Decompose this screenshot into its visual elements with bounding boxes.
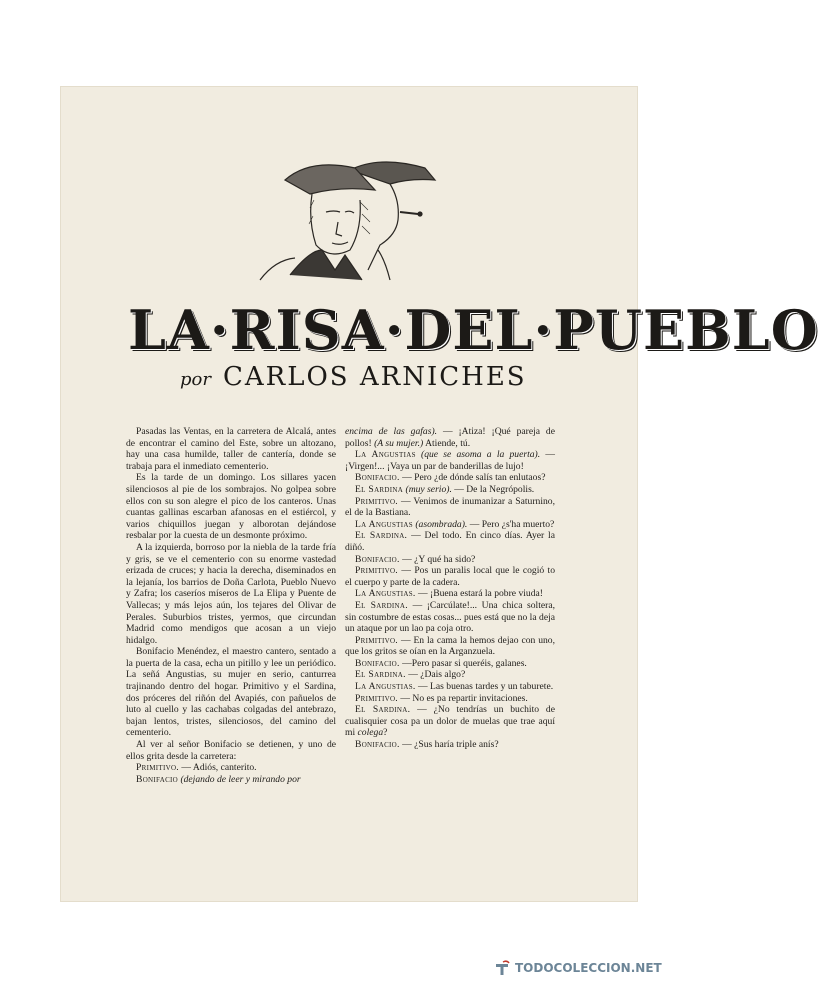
stage-direction: (que se asoma a la puerta). — [421, 449, 541, 461]
dialogue-line — [345, 484, 555, 496]
speaker: Bonifacio — [136, 773, 179, 785]
stage-direction: (asombrada). — [415, 518, 468, 530]
speech: —Pero pasar si queréis, galanes. — [402, 657, 527, 669]
speech: — En la cama la hemos dejao con uno, que los gritos se oían en la Arganzuela. — [345, 634, 555, 658]
todocoleccion-logo-icon — [494, 960, 510, 976]
speech: — ¿No tendrías un buchito de cualisquier cosa pa un dolor de muelas que trae aquí mi — [345, 704, 555, 739]
speaker: Primitivo. — [355, 565, 399, 577]
speaker: La Angustias — [355, 518, 413, 530]
dialogue-line — [345, 588, 555, 600]
speech: — Del todo. En cinco días. Ayer la diñó. — [345, 530, 555, 553]
paragraph: Bonifacio Menéndez, el maestro cantero, sentado a la puerta de la casa, echa un pitillo y lee un periódico. La señá Angustias, su mujer en serio, canturrea trajinando dentro del hogar. Primitivo y el Sardina, dos próceres del riñón del Avapiés, con pañuelos de luto al cuello y las cachabas colgadas del antebrazo, bajan lentos, tristes, silenciosos, del camino del cementerio. — [126, 646, 336, 739]
dialogue-line — [345, 658, 555, 670]
text-column-left — [126, 426, 336, 785]
speech: — ¡Atiza! ¡Qué pareja de pollos! — [345, 426, 555, 449]
dialogue-line — [345, 496, 555, 519]
speaker: La Angustias — [355, 449, 416, 461]
speech: ? — [383, 727, 388, 739]
dialogue-line — [345, 449, 555, 472]
stage-direction: encima de las gafas). — [345, 426, 438, 437]
dialogue-line — [345, 635, 555, 658]
speech: — ¿Sus haría triple anís? — [402, 739, 499, 751]
speaker: Bonifacio. — [355, 472, 400, 484]
dialogue-line — [126, 762, 336, 774]
speech: — No es pa repartir invitaciones. — [400, 692, 528, 704]
stage-direction: (dejando de leer y mirando por — [180, 773, 301, 785]
stage-direction: (A su mujer.) — [374, 437, 424, 449]
speaker: El Sardina — [355, 483, 404, 495]
speech: — Pero ¿s'ha muerto? — [469, 518, 555, 530]
paragraph: A la izquierda, borroso por la niebla de la tarde fría y gris, se ve el cementerio con su enorme vastedad erizada de cruces; y hacia la derecha, diseminados en la lejanía, los barrios de Doña Carlota, Pueblo Nuevo y Zafra; los caseríos míseros de La Elipa y Puente de Vallecas; y más lejos aún, los tejares del Olivar de Perales. Suburbios tristes, yermos, que circundan Madrid como mendigos que acosan a un viejo hidalgo. — [126, 541, 336, 646]
paragraph: Al ver al señor Bonifacio se detienen, y uno de ellos grita desde la carretera: — [126, 739, 336, 762]
speaker: El Sardina. — [355, 704, 411, 716]
speaker: Bonifacio. — [355, 657, 400, 669]
speech: — ¡Virgen!... ¡Vaya un par de banderillas de lujo! — [345, 449, 555, 472]
article-title: LA·RISA·DEL·PUEBLO — [128, 298, 819, 362]
speech: — Las buenas tardes y un taburete. — [418, 681, 554, 693]
dialogue-line — [345, 693, 555, 705]
speaker: Primitivo. — [355, 692, 399, 704]
text-column-right — [345, 426, 555, 751]
speaker: El Sardina. — [355, 599, 408, 611]
speech: — ¡Carcúlate!... Una chica soltera, sin costumbre de estas cosas... pues está que no la deja un ataque por un lao pa coja otro. — [345, 599, 555, 635]
dialogue-line — [345, 669, 555, 681]
byline-por: por — [180, 369, 211, 390]
dialogue-line — [345, 530, 555, 553]
dialogue-line — [345, 554, 555, 566]
speech: — Venimos de inumanizar a Saturnino, el de la Bastiana. — [345, 495, 555, 519]
paragraph: Es la tarde de un domingo. Los sillares yacen silenciosos al pie de los sombrajos. No golpea sobre ellos con su son alegre el pico de los canteros. Unas cuantas gallinas escarban afanosas en el estiércol, y varios chiquillos juegan y alborotan dejándose resbalar por la cuesta de un desmonte próximo. — [126, 472, 336, 542]
speaker: El Sardina. — [355, 669, 406, 681]
speech: — De la Negrópolis. — [454, 483, 535, 495]
watermark[interactable] — [494, 960, 662, 976]
speaker: Primitivo. — [355, 634, 399, 646]
speech: — Adiós, canterito. — [181, 762, 257, 774]
dialogue-line — [345, 426, 555, 449]
dialogue-line — [345, 704, 555, 739]
byline — [180, 362, 540, 392]
illustration-two-men-in-caps — [250, 150, 440, 280]
speech: — ¡Buena estará la pobre viuda! — [418, 588, 543, 600]
dialogue-line — [345, 519, 555, 531]
stage-direction: colega — [357, 727, 384, 739]
speaker: El Sardina. — [355, 530, 408, 542]
speech: — Pero ¿de dónde salís tan enlutaos? — [402, 472, 546, 484]
speaker: Primitivo. — [355, 495, 399, 507]
speaker: La Angustias. — [355, 588, 416, 600]
author-name: CARLOS ARNICHES — [222, 362, 527, 392]
speech: — Pos un paralis local que le cogió to el cuerpo y parte de la cadera. — [345, 565, 555, 588]
speaker: Bonifacio. — [355, 739, 400, 751]
watermark-text: TODOCOLECCION.NET — [515, 961, 662, 975]
dialogue-line — [345, 681, 555, 693]
paragraph: Pasadas las Ventas, en la carretera de Alcalá, antes de encontrar el camino del Este, sobre un altozano, hay una casa humilde, taller de cantería, donde se trabaja para el inmediato cementerio. — [126, 426, 336, 472]
speech: — ¿Dais algo? — [408, 669, 466, 681]
speech: Atiende, tú. — [425, 437, 471, 449]
dialogue-line — [345, 565, 555, 588]
dialogue-line — [126, 774, 336, 786]
dialogue-line — [345, 739, 555, 751]
speech: — ¿Y qué ha sido? — [402, 553, 476, 565]
stage-direction: (muy serio). — [405, 483, 452, 495]
speaker: Primitivo. — [136, 762, 180, 774]
speaker: Bonifacio. — [355, 553, 400, 565]
dialogue-line — [345, 472, 555, 484]
dialogue-line — [345, 600, 555, 635]
speaker: La Angustias. — [355, 681, 416, 693]
